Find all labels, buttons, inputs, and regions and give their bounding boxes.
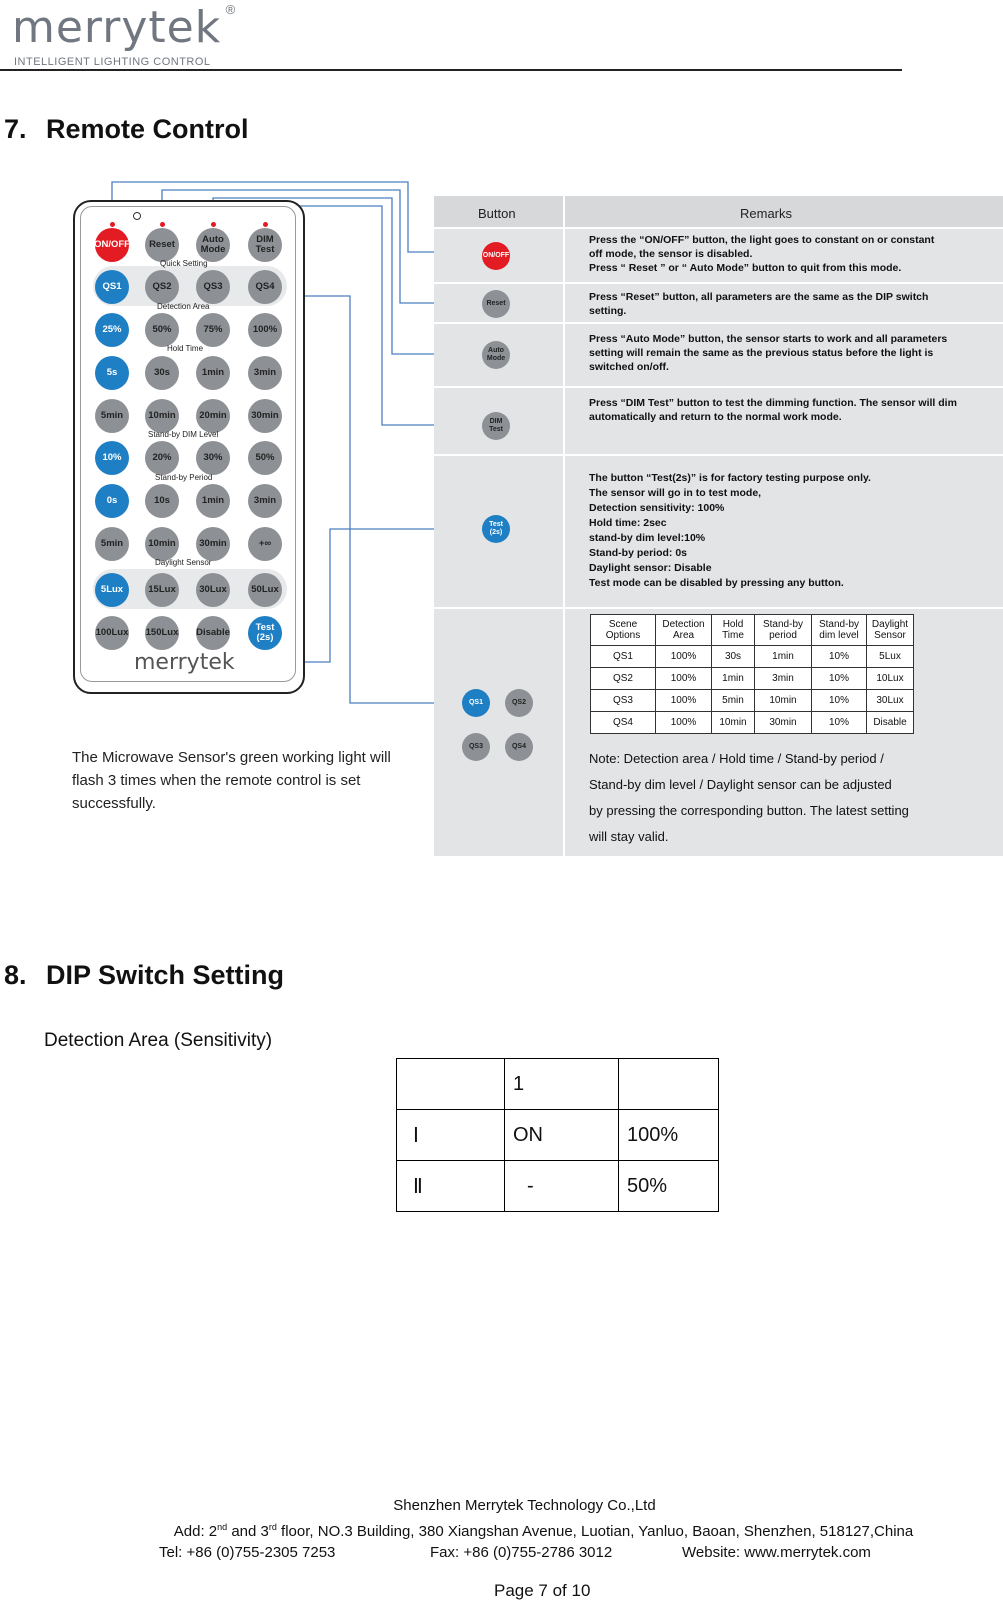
address-sup: rd bbox=[268, 1522, 277, 1532]
address-part: Add: 2 bbox=[173, 1523, 218, 1540]
scene-row bbox=[591, 690, 914, 712]
remark-test-line: Detection sensitivity: 100% bbox=[589, 502, 725, 514]
remote-button-row9-2[interactable]: 15Lux bbox=[145, 573, 179, 607]
remote-button-row1-3[interactable]: Auto Mode bbox=[196, 228, 230, 262]
remote-button-row3-3[interactable]: 75% bbox=[196, 313, 230, 347]
dip-switch-table bbox=[396, 1058, 719, 1212]
remark-reset-line2: setting. bbox=[589, 305, 627, 317]
remark-test-line: The sensor will go in to test mode, bbox=[589, 487, 762, 499]
remark-test-line: Stand-by period: 0s bbox=[589, 547, 688, 559]
remote-button-row4-2[interactable]: 30s bbox=[145, 356, 179, 390]
connector-dot bbox=[160, 222, 165, 227]
section8-number: 8. bbox=[4, 960, 27, 990]
scene-row bbox=[591, 712, 914, 734]
remote-button-row4-3[interactable]: 1min bbox=[196, 356, 230, 390]
remote-button-row8-1[interactable]: 5min bbox=[95, 527, 129, 561]
remote-button-row6-1[interactable]: 10% bbox=[95, 441, 129, 475]
panel-qs2-button[interactable]: QS2 bbox=[505, 689, 533, 717]
scene-cell: 10% bbox=[812, 646, 867, 668]
note-line: by pressing the corresponding button. The latest setting bbox=[589, 803, 909, 818]
col-header-button: Button bbox=[478, 206, 516, 221]
button-table-header bbox=[434, 196, 1003, 227]
scene-header-row bbox=[591, 615, 914, 646]
remark-onoff-line1: Press the “ON/OFF” button, the light goes to constant on or constant bbox=[589, 234, 935, 246]
section7-number: 7. bbox=[4, 114, 27, 144]
label-daylight-sensor: Daylight Sensor bbox=[155, 558, 212, 567]
remote-button-row7-2[interactable]: 10s bbox=[145, 484, 179, 518]
scene-cell: 5Lux bbox=[867, 646, 914, 668]
remark-test-line: Test mode can be disabled by pressing any button. bbox=[589, 577, 844, 589]
remote-button-row10-4[interactable]: Test (2s) bbox=[248, 616, 282, 650]
scene-cell: 10min bbox=[712, 712, 755, 734]
panel-reset-button[interactable]: Reset bbox=[482, 290, 510, 318]
scene-row bbox=[591, 646, 914, 668]
section7-title: Remote Control bbox=[46, 114, 249, 144]
remote-caption: The Microwave Sensor's green working light will flash 3 times when the remote control is set successfully. bbox=[72, 749, 391, 812]
remark-test-line: stand-by dim level:10% bbox=[589, 532, 706, 544]
dip-cell: Ⅰ bbox=[397, 1110, 505, 1161]
panel-test-button[interactable]: Test (2s) bbox=[482, 515, 510, 543]
panel-qs3-button[interactable]: QS3 bbox=[462, 733, 490, 761]
scene-cell: 30s bbox=[712, 646, 755, 668]
remote-button-row7-4[interactable]: 3min bbox=[248, 484, 282, 518]
remark-reset-line1: Press “Reset” button, all parameters are the same as the DIP switch bbox=[589, 291, 929, 303]
remote-button-row9-4[interactable]: 50Lux bbox=[248, 573, 282, 607]
label-detection-area: Detection Area bbox=[157, 302, 210, 311]
remote-button-row1-1[interactable]: ON/OFF bbox=[95, 228, 129, 262]
scene-cell: QS3 bbox=[591, 690, 656, 712]
dip-cell bbox=[397, 1059, 505, 1110]
row-divider bbox=[434, 322, 1003, 324]
scene-header-cell: Stand-by dim level bbox=[812, 615, 867, 646]
col-header-remarks: Remarks bbox=[740, 206, 793, 221]
address-part: floor, NO.3 Building, 380 Xiangshan Avenue, Luotian, Yanluo, Baoan, Shenzhen, 518127,China bbox=[276, 1523, 914, 1540]
remote-button-row6-4[interactable]: 50% bbox=[248, 441, 282, 475]
remote-button-row8-2[interactable]: 10min bbox=[145, 527, 179, 561]
scene-cell: 10% bbox=[812, 668, 867, 690]
scene-cell: 100% bbox=[656, 668, 712, 690]
dip-row bbox=[397, 1161, 719, 1212]
remark-onoff-line2: off mode, the sensor is disabled. bbox=[589, 248, 753, 260]
remote-button-row9-1[interactable]: 5Lux bbox=[95, 573, 129, 607]
remote-button-row8-3[interactable]: 30min bbox=[196, 527, 230, 561]
remote-button-row7-1[interactable]: 0s bbox=[95, 484, 129, 518]
remote-button-row3-1[interactable]: 25% bbox=[95, 313, 129, 347]
remote-led bbox=[133, 212, 141, 220]
page-number: Page 7 of 10 bbox=[494, 1581, 591, 1600]
dip-row bbox=[397, 1110, 719, 1161]
dip-cell bbox=[619, 1059, 719, 1110]
scene-cell: 30Lux bbox=[867, 690, 914, 712]
remote-button-row10-2[interactable]: 150Lux bbox=[145, 616, 179, 650]
scene-note bbox=[589, 746, 909, 850]
remote-button-row9-3[interactable]: 30Lux bbox=[196, 573, 230, 607]
label-hold-time: Hold Time bbox=[167, 344, 204, 353]
row-divider bbox=[434, 607, 1003, 609]
remote-button-row1-4[interactable]: DIM Test bbox=[248, 228, 282, 262]
scene-cell: 100% bbox=[656, 646, 712, 668]
label-standby-dim: Stand-by DIM Level bbox=[148, 430, 219, 439]
remote-button-row1-2[interactable]: Reset bbox=[145, 228, 179, 262]
panel-dim-test-button[interactable]: DIM Test bbox=[482, 412, 510, 440]
row-divider bbox=[434, 386, 1003, 388]
remote-button-row2-1[interactable]: QS1 bbox=[95, 270, 129, 304]
scene-cell: 10% bbox=[812, 712, 867, 734]
footer-address bbox=[42, 1522, 1003, 1540]
remark-onoff-line3: Press “ Reset ” or “ Auto Mode” button to quit from this mode. bbox=[589, 262, 902, 274]
scene-header-cell: Scene Options bbox=[591, 615, 656, 646]
remote-button-row10-1[interactable]: 100Lux bbox=[95, 616, 129, 650]
logo-tagline: INTELLIGENT LIGHTING CONTROL bbox=[14, 56, 211, 68]
remote-button-row5-1[interactable]: 5min bbox=[95, 399, 129, 433]
remote-button-row3-4[interactable]: 100% bbox=[248, 313, 282, 347]
panel-qs4-button[interactable]: QS4 bbox=[505, 733, 533, 761]
dip-cell: 50% bbox=[619, 1161, 719, 1212]
remark-auto-line3: switched on/off. bbox=[589, 361, 669, 373]
scene-cell: QS1 bbox=[591, 646, 656, 668]
footer-website: Website: www.merrytek.com bbox=[682, 1544, 871, 1561]
scene-cell: 1min bbox=[712, 668, 755, 690]
address-part: and 3 bbox=[227, 1523, 269, 1540]
row-divider bbox=[434, 227, 1003, 229]
footer-fax: Fax: +86 (0)755-2786 3012 bbox=[430, 1544, 613, 1561]
remote-button-row5-4[interactable]: 30min bbox=[248, 399, 282, 433]
scene-cell: 10% bbox=[812, 690, 867, 712]
footer-tel: Tel: +86 (0)755-2305 7253 bbox=[159, 1544, 336, 1561]
remote-button-row5-2[interactable]: 10min bbox=[145, 399, 179, 433]
dip-cell: 1 bbox=[505, 1059, 619, 1110]
remote-button-row4-1[interactable]: 5s bbox=[95, 356, 129, 390]
remark-test-line: Hold time: 2sec bbox=[589, 517, 667, 529]
dip-cell: - bbox=[505, 1161, 619, 1212]
registered-mark: ® bbox=[225, 2, 236, 17]
row-divider bbox=[434, 454, 1003, 456]
remark-test-line: The button “Test(2s)” is for factory testing purpose only. bbox=[589, 472, 871, 484]
remote-button-row4-4[interactable]: 3min bbox=[248, 356, 282, 390]
footer-company: Shenzhen Merrytek Technology Co.,Ltd bbox=[393, 1497, 656, 1514]
scene-cell: 10min bbox=[755, 690, 812, 712]
scene-cell: 100% bbox=[656, 712, 712, 734]
row-divider bbox=[434, 282, 1003, 284]
dip-header-row bbox=[397, 1059, 719, 1110]
scene-row bbox=[591, 668, 914, 690]
scene-header-cell: Daylight Sensor bbox=[867, 615, 914, 646]
remote-button-row10-3[interactable]: Disable bbox=[196, 616, 230, 650]
dip-cell: 100% bbox=[619, 1110, 719, 1161]
remark-auto-line2: setting will remain the same as the previous status before the light is bbox=[589, 347, 934, 359]
scene-header-cell: Detection Area bbox=[656, 615, 712, 646]
panel-qs1-button[interactable]: QS1 bbox=[462, 689, 490, 717]
scene-cell: 10Lux bbox=[867, 668, 914, 690]
connector-dot bbox=[263, 222, 268, 227]
scene-cell: 100% bbox=[656, 690, 712, 712]
remote-button-row6-3[interactable]: 30% bbox=[196, 441, 230, 475]
remote-button-row2-4[interactable]: QS4 bbox=[248, 270, 282, 304]
label-standby-period: Stand-by Period bbox=[155, 473, 213, 482]
label-quick-setting: Quick Setting bbox=[160, 259, 208, 268]
remote-button-row3-2[interactable]: 50% bbox=[145, 313, 179, 347]
scene-options-table bbox=[590, 614, 914, 734]
note-line: will stay valid. bbox=[589, 829, 669, 844]
remote-button-row7-3[interactable]: 1min bbox=[196, 484, 230, 518]
remark-dim-line2: automatically and return to the normal work mode. bbox=[589, 411, 842, 423]
remark-auto-line1: Press “Auto Mode” button, the sensor starts to work and all parameters bbox=[589, 333, 948, 345]
remote-button-row2-2[interactable]: QS2 bbox=[145, 270, 179, 304]
scene-cell: Disable bbox=[867, 712, 914, 734]
remark-dim-line1: Press “DIM Test” button to test the dimming function. The sensor will dim bbox=[589, 397, 957, 409]
connector-dot bbox=[110, 222, 115, 227]
scene-header-cell: Stand-by period bbox=[755, 615, 812, 646]
note-line: Stand-by dim level / Daylight sensor can be adjusted bbox=[589, 777, 892, 792]
connector-dot bbox=[211, 222, 216, 227]
section8-subtitle: Detection Area (Sensitivity) bbox=[44, 1030, 273, 1051]
scene-cell: 5min bbox=[712, 690, 755, 712]
dip-cell: ON bbox=[505, 1110, 619, 1161]
scene-cell: 30min bbox=[755, 712, 812, 734]
remote-button-row6-2[interactable]: 20% bbox=[145, 441, 179, 475]
dip-cell: Ⅱ bbox=[397, 1161, 505, 1212]
remote-button-row5-3[interactable]: 20min bbox=[196, 399, 230, 433]
address-sup: nd bbox=[217, 1522, 228, 1532]
remote-button-row8-4[interactable]: +∞ bbox=[248, 527, 282, 561]
scene-header-cell: Hold Time bbox=[712, 615, 755, 646]
scene-cell: 1min bbox=[755, 646, 812, 668]
remark-test-line: Daylight sensor: Disable bbox=[589, 562, 712, 574]
note-line: Note: Detection area / Hold time / Stand-by period / bbox=[589, 751, 884, 766]
panel-onoff-button[interactable]: ON/OFF bbox=[482, 242, 510, 270]
scene-cell: 3min bbox=[755, 668, 812, 690]
scene-cell: QS2 bbox=[591, 668, 656, 690]
scene-cell: QS4 bbox=[591, 712, 656, 734]
remote-brand: merrytek bbox=[134, 650, 235, 675]
section8-title: DIP Switch Setting bbox=[46, 960, 285, 990]
remote-button-row2-3[interactable]: QS3 bbox=[196, 270, 230, 304]
logo-wordmark: merrytek bbox=[12, 2, 222, 53]
panel-auto-mode-button[interactable]: Auto Mode bbox=[482, 341, 510, 369]
column-divider bbox=[563, 196, 565, 856]
